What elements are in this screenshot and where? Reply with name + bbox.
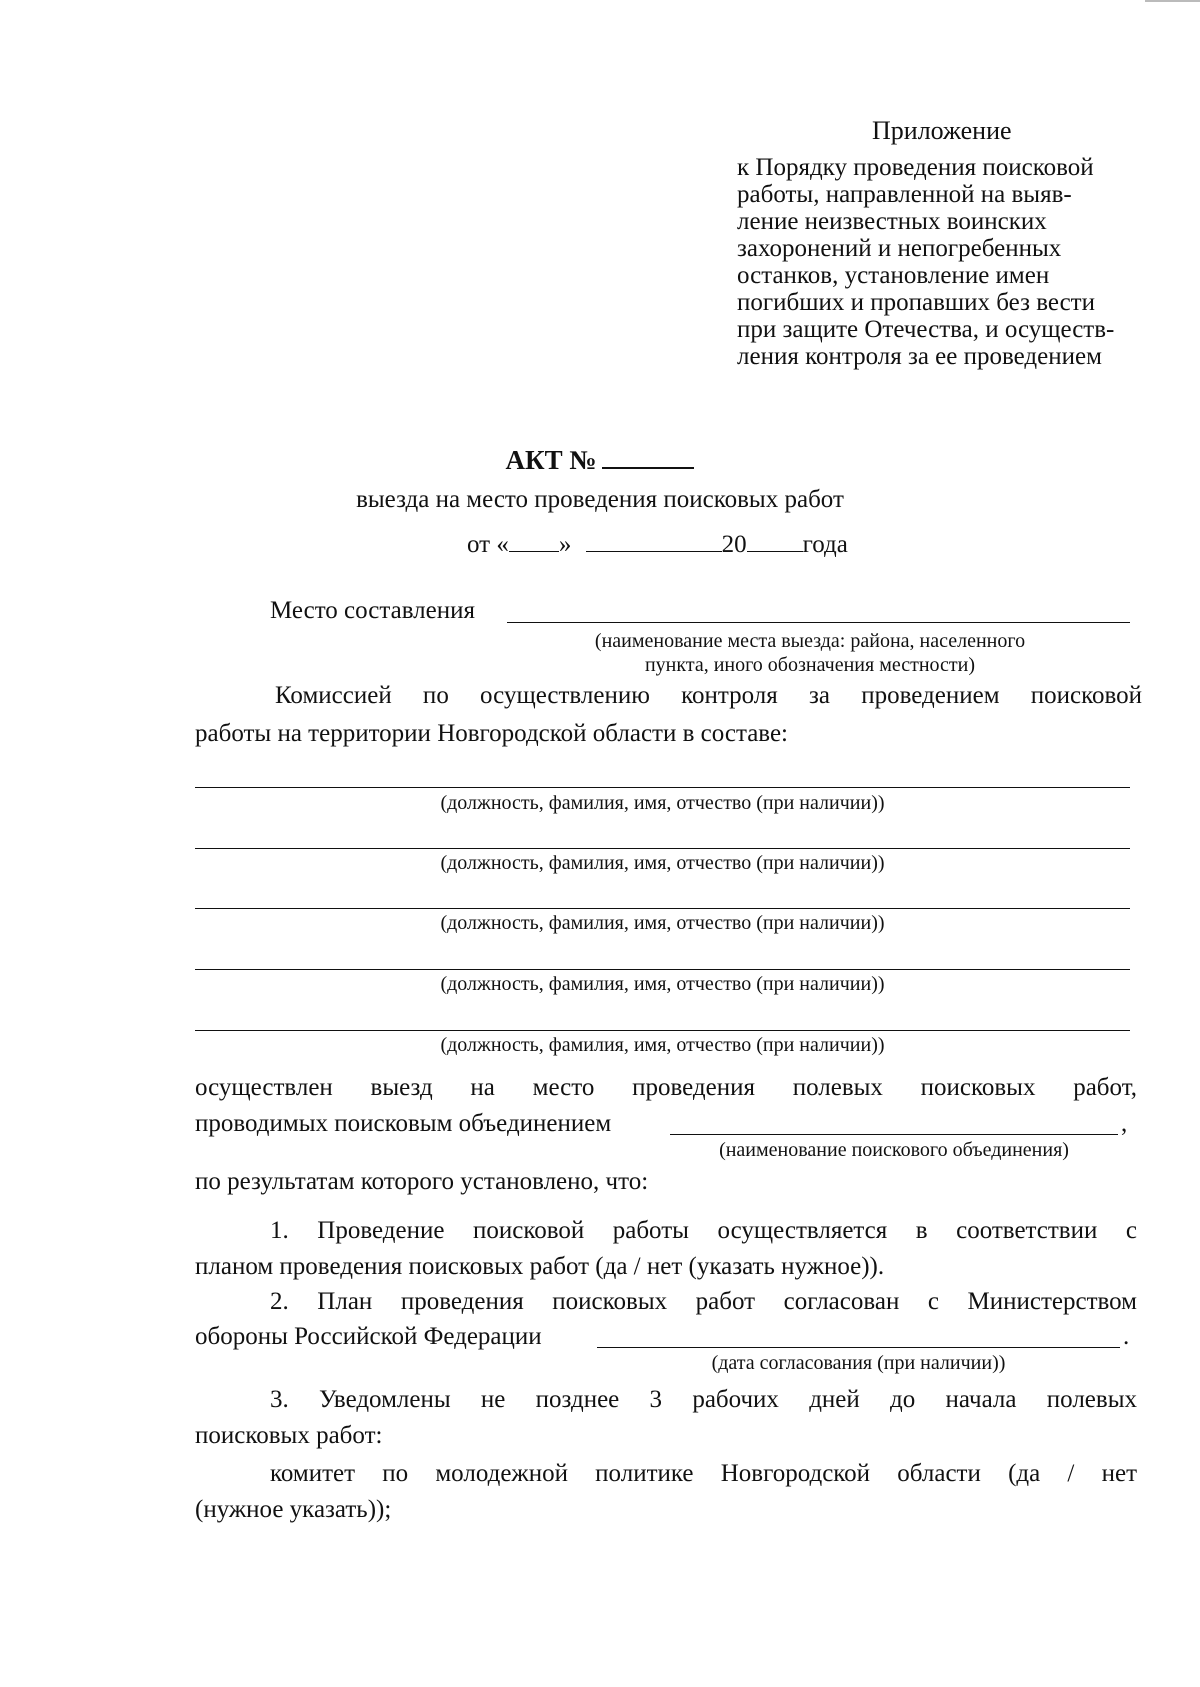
corner-edge-line [1145, 0, 1200, 2]
approval-date-caption: (дата согласования (при наличии)) [711, 1352, 1006, 1374]
appendix-body [737, 154, 1147, 370]
org-caption: (наименование поискового объединения) [719, 1139, 1069, 1161]
item1-line2: планом проведения поисковых работ (да / нет (указать нужное)). [195, 1253, 885, 1280]
member-caption-4: (должность, фамилия, имя, отчество (при наличии)) [440, 973, 885, 995]
visit-line2-comma: , [1121, 1110, 1128, 1137]
item4-line2: (нужное указать)); [195, 1496, 392, 1523]
appendix-line: к Порядку проведения поисковой [737, 154, 1094, 181]
date-year-blank[interactable] [747, 531, 803, 552]
appendix-line: ления контроля за ее проведением [737, 343, 1102, 370]
member-field-line-1[interactable] [195, 787, 1130, 788]
appendix-line: захоронений и непогребенных [737, 235, 1062, 262]
commission-line2: работы на территории Новгородской области в составе: [195, 720, 788, 747]
member-caption-3: (должность, фамилия, имя, отчество (при наличии)) [440, 912, 885, 934]
date-month-blank[interactable] [586, 531, 722, 552]
visit-line2: проводимых поисковым объединением [195, 1110, 612, 1137]
org-field-line[interactable] [670, 1134, 1118, 1135]
member-field-line-4[interactable] [195, 969, 1130, 970]
appendix-title: Приложение [872, 116, 1012, 145]
act-title [0, 445, 1200, 476]
member-caption-1: (должность, фамилия, имя, отчество (при наличии)) [440, 792, 885, 814]
appendix-line: погибших и пропавших без вести [737, 289, 1095, 316]
visit-line3: по результатам которого установлено, что: [195, 1168, 649, 1195]
act-date-line [467, 531, 848, 559]
date-day-blank[interactable] [509, 531, 559, 552]
item2-line1: 2. План проведения поисковых работ согласован с Министерством [270, 1288, 1137, 1315]
appendix-line: при защите Отечества, и осуществ- [737, 316, 1115, 343]
appendix-line: ление неизвестных воинских [737, 208, 1047, 235]
act-title-text: АКТ № [505, 445, 597, 475]
act-subtitle: выезда на место проведения поисковых работ [356, 486, 844, 513]
item3-line2: поисковых работ: [195, 1422, 383, 1449]
appendix-line: работы, направленной на выяв- [737, 181, 1072, 208]
member-field-line-3[interactable] [195, 908, 1130, 909]
date-suffix: года [802, 531, 848, 558]
member-field-line-2[interactable] [195, 848, 1130, 849]
place-caption-line1: (наименование места выезда: района, населенного [594, 630, 1026, 652]
place-caption-line2: пункта, иного обозначения местности) [644, 654, 976, 676]
item2-line2-period: . [1123, 1323, 1130, 1350]
item2-line2: обороны Российской Федерации [195, 1323, 542, 1350]
act-number-blank[interactable] [602, 445, 694, 469]
appendix-line: останков, установление имен [737, 262, 1050, 289]
visit-line1: осуществлен выезд на место проведения полевых поисковых работ, [195, 1074, 1137, 1101]
place-label: Место составления [270, 597, 476, 624]
item1-line1: 1. Проведение поисковой работы осуществляется в соответствии с [270, 1217, 1137, 1244]
member-field-line-5[interactable] [195, 1030, 1130, 1031]
item3-line1: 3. Уведомлены не позднее 3 рабочих дней до начала полевых [270, 1386, 1137, 1413]
commission-line1: Комиссией по осуществлению контроля за проведением поисковой [275, 682, 1142, 709]
approval-date-field-line[interactable] [597, 1347, 1120, 1348]
item4-line1: комитет по молодежной политике Новгородской области (да / нет [270, 1460, 1137, 1487]
member-caption-5: (должность, фамилия, имя, отчество (при наличии)) [440, 1034, 885, 1056]
place-field-line[interactable] [507, 622, 1130, 623]
date-year-prefix: 20 [721, 531, 747, 558]
date-prefix: от « [467, 531, 509, 558]
date-quote-close: » [558, 531, 572, 558]
member-caption-2: (должность, фамилия, имя, отчество (при наличии)) [440, 852, 885, 874]
